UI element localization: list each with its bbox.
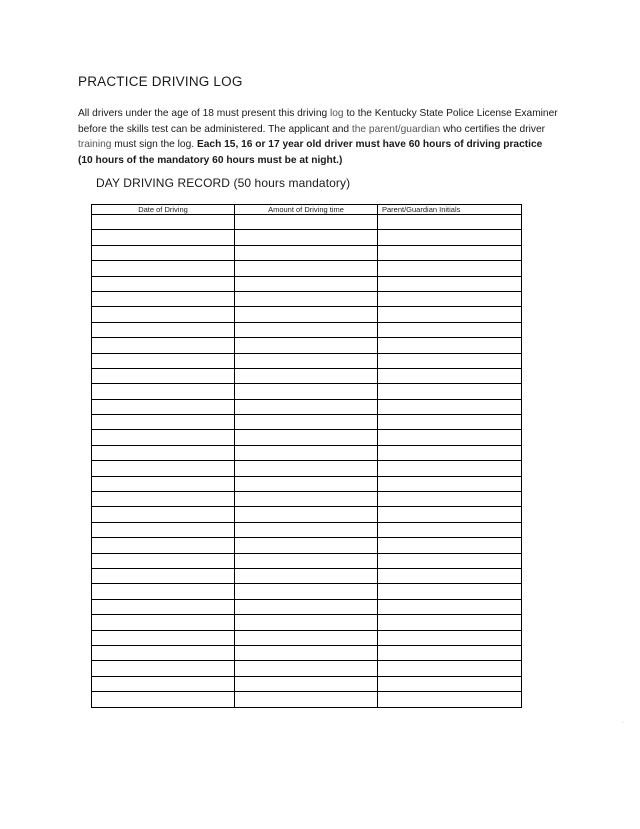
table-row [92,276,522,291]
time-cell[interactable] [235,492,378,507]
initials-cell[interactable] [378,338,522,353]
instructions-text-2: log [330,108,344,119]
requirement-text: Each 15, 16 or 17 year old driver must have 60 hours of driving practice (10 hours of the mandatory 60 hours must be at night.) [78,139,543,166]
initials-cell[interactable] [378,645,522,660]
date-cell[interactable] [92,630,235,645]
date-cell[interactable] [92,676,235,691]
date-cell[interactable] [92,507,235,522]
initials-cell[interactable] [378,307,522,322]
initials-cell[interactable] [378,230,522,245]
date-cell[interactable] [92,307,235,322]
time-cell[interactable] [235,599,378,614]
table-row [92,430,522,445]
instructions-paragraph [78,106,558,168]
time-cell[interactable] [235,476,378,491]
initials-cell[interactable] [378,430,522,445]
date-cell[interactable] [92,415,235,430]
date-cell[interactable] [92,692,235,707]
table-row [92,307,522,322]
initials-cell[interactable] [378,445,522,460]
date-cell[interactable] [92,538,235,553]
initials-cell[interactable] [378,553,522,568]
instructions-text-1: All drivers under the age of 18 must present this driving [78,108,330,119]
date-cell[interactable] [92,553,235,568]
time-cell[interactable] [235,384,378,399]
table-row [92,630,522,645]
time-cell[interactable] [235,553,378,568]
date-cell[interactable] [92,568,235,583]
initials-cell[interactable] [378,692,522,707]
section-title: DAY DRIVING RECORD (50 hours mandatory) [96,176,351,190]
initials-cell[interactable] [378,522,522,537]
date-cell[interactable] [92,461,235,476]
time-cell[interactable] [235,692,378,707]
column-header-date: Date of Driving [92,205,235,215]
time-cell[interactable] [235,338,378,353]
date-cell[interactable] [92,276,235,291]
table-row [92,476,522,491]
date-cell[interactable] [92,245,235,260]
date-cell[interactable] [92,230,235,245]
initials-cell[interactable] [378,215,522,230]
initials-cell[interactable] [378,415,522,430]
initials-cell[interactable] [378,492,522,507]
date-cell[interactable] [92,368,235,383]
initials-cell[interactable] [378,399,522,414]
time-cell[interactable] [235,430,378,445]
date-cell[interactable] [92,615,235,630]
time-cell[interactable] [235,353,378,368]
date-cell[interactable] [92,384,235,399]
date-cell[interactable] [92,215,235,230]
initials-cell[interactable] [378,630,522,645]
table-row [92,568,522,583]
initials-cell[interactable] [378,584,522,599]
date-cell[interactable] [92,584,235,599]
time-cell[interactable] [235,461,378,476]
date-cell[interactable] [92,291,235,306]
table-row [92,445,522,460]
table-row [92,230,522,245]
time-cell[interactable] [235,368,378,383]
time-cell[interactable] [235,676,378,691]
table-row [92,415,522,430]
time-cell[interactable] [235,307,378,322]
table-row [92,322,522,337]
time-cell[interactable] [235,661,378,676]
instructions-text-4: the parent/guardian [351,123,441,135]
time-cell[interactable] [235,445,378,460]
date-cell[interactable] [92,476,235,491]
instructions-text-6: training [78,139,112,151]
date-cell[interactable] [92,399,235,414]
table-row [92,215,522,230]
initials-cell[interactable] [378,368,522,383]
initials-cell[interactable] [378,615,522,630]
initials-cell[interactable] [378,661,522,676]
table-header-row [92,205,522,215]
initials-cell[interactable] [378,291,522,306]
time-cell[interactable] [235,399,378,414]
date-cell[interactable] [92,599,235,614]
time-cell[interactable] [235,245,378,260]
column-header-initials: Parent/Guardian Initials [378,205,522,215]
time-cell[interactable] [235,615,378,630]
initials-cell[interactable] [378,261,522,276]
instructions-text-5: who certifies the driver [440,123,546,135]
table-row [92,584,522,599]
table-row [92,261,522,276]
date-cell[interactable] [92,261,235,276]
initials-cell[interactable] [378,276,522,291]
initials-cell[interactable] [378,322,522,337]
page-mark: , [622,718,624,724]
table-row [92,661,522,676]
date-cell[interactable] [92,322,235,337]
time-cell[interactable] [235,215,378,230]
table-row [92,507,522,522]
date-cell[interactable] [92,492,235,507]
instructions-text-3: to the Kentucky State Police License Examiner before the skills test can be administered. The applicant and [78,108,558,135]
time-cell[interactable] [235,415,378,430]
table-row [92,368,522,383]
time-cell[interactable] [235,291,378,306]
table-row [92,599,522,614]
initials-cell[interactable] [378,538,522,553]
table-row [92,676,522,691]
initials-cell[interactable] [378,461,522,476]
initials-cell[interactable] [378,476,522,491]
table-row [92,522,522,537]
driving-log-table [91,204,522,708]
time-cell[interactable] [235,568,378,583]
table-row [92,615,522,630]
time-cell[interactable] [235,630,378,645]
date-cell[interactable] [92,661,235,676]
initials-cell[interactable] [378,568,522,583]
table-row [92,399,522,414]
time-cell[interactable] [235,322,378,337]
table-row [92,338,522,353]
table-row [92,353,522,368]
date-cell[interactable] [92,445,235,460]
table-row [92,645,522,660]
table-row [92,291,522,306]
time-cell[interactable] [235,645,378,660]
table-row [92,461,522,476]
table-row [92,384,522,399]
time-cell[interactable] [235,584,378,599]
date-cell[interactable] [92,353,235,368]
initials-cell[interactable] [378,507,522,522]
initials-cell[interactable] [378,599,522,614]
time-cell[interactable] [235,261,378,276]
date-cell[interactable] [92,430,235,445]
table-body [92,215,522,708]
time-cell[interactable] [235,276,378,291]
time-cell[interactable] [235,538,378,553]
table-row [92,492,522,507]
date-cell[interactable] [92,338,235,353]
table-row [92,538,522,553]
page-title: PRACTICE DRIVING LOG [78,74,243,89]
initials-cell[interactable] [378,245,522,260]
time-cell[interactable] [235,507,378,522]
time-cell[interactable] [235,230,378,245]
instructions-text-7: must sign the log. [111,139,197,151]
time-cell[interactable] [235,522,378,537]
table-row [92,553,522,568]
initials-cell[interactable] [378,384,522,399]
column-header-time: Amount of Driving time [235,205,378,215]
date-cell[interactable] [92,522,235,537]
table-row [92,245,522,260]
table-row [92,692,522,707]
date-cell[interactable] [92,645,235,660]
initials-cell[interactable] [378,676,522,691]
initials-cell[interactable] [378,353,522,368]
